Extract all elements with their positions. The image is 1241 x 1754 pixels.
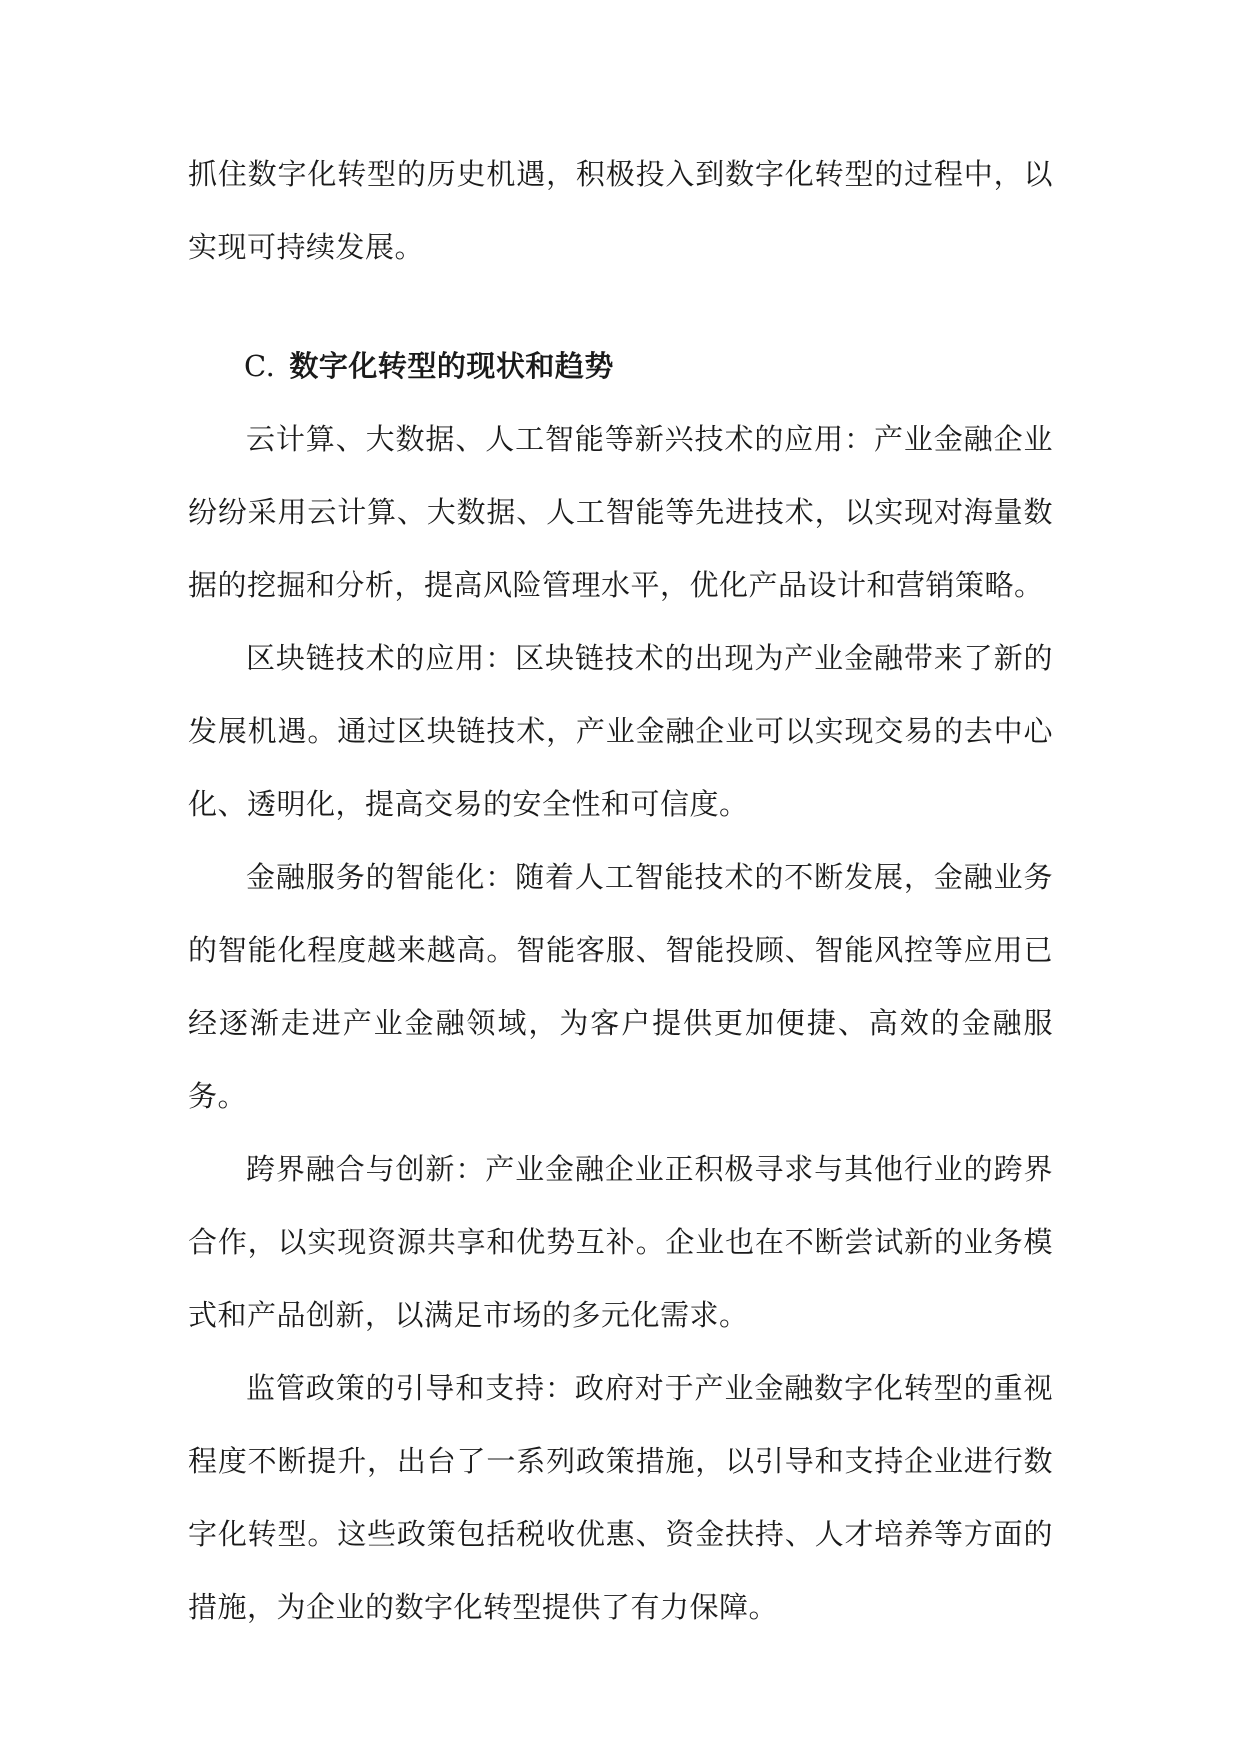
paragraph-intelligent-services: 金融服务的智能化：随着人工智能技术的不断发展，金融业务的智能化程度越来越高。智能客服、智能投顾、智能风控等应用已经逐渐走进产业金融领域，为客户提供更加便捷、高效的金融服务。 (188, 860, 1053, 1113)
section-heading (188, 330, 1053, 403)
paragraph-cross-industry-innovation: 跨界融合与创新：产业金融企业正积极寻求与其他行业的跨界合作，以实现资源共享和优势互补。企业也在不断尝试新的业务模式和产品创新，以满足市场的多元化需求。 (188, 1152, 1053, 1332)
section-number: C. (244, 349, 276, 383)
paragraph-blockchain: 区块链技术的应用：区块链技术的出现为产业金融带来了新的发展机遇。通过区块链技术，产业金融企业可以实现交易的去中心化、透明化，提高交易的安全性和可信度。 (188, 641, 1053, 821)
document-body (188, 138, 1053, 1644)
paragraph-regulatory-policy: 监管政策的引导和支持：政府对于产业金融数字化转型的重视程度不断提升，出台了一系列政策措施，以引导和支持企业进行数字化转型。这些政策包括税收优惠、资金扶持、人才培养等方面的措施，为企业的数字化转型提供了有力保障。 (188, 1371, 1053, 1624)
paragraph-cloud-bigdata-ai: 云计算、大数据、人工智能等新兴技术的应用：产业金融企业纷纷采用云计算、大数据、人工智能等先进技术，以实现对海量数据的挖掘和分析，提高风险管理水平，优化产品设计和营销策略。 (188, 422, 1053, 602)
section-title: 数字化转型的现状和趋势 (289, 349, 614, 383)
continuation-paragraph: 抓住数字化转型的历史机遇，积极投入到数字化转型的过程中，以实现可持续发展。 (188, 157, 1053, 264)
